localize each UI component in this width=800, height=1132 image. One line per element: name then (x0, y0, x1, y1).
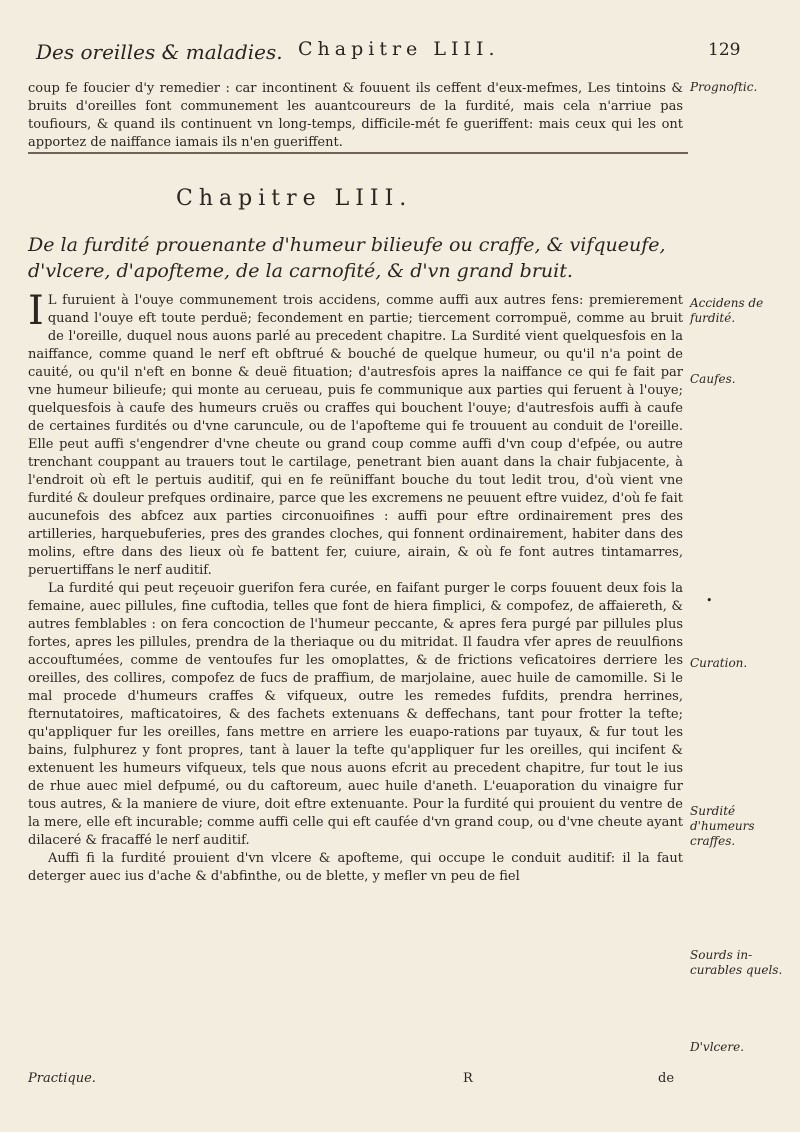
page-number: 129 (708, 40, 741, 60)
running-header (0, 38, 800, 78)
margin-note-prognostic: Prognoftic. (690, 80, 758, 94)
paragraph-1 (28, 288, 683, 580)
header-chapter: Chapitre LIII. (298, 38, 500, 60)
intro-paragraph: coup fe foucier d'y remedier : car incontinent & fouuent ils ceffent d'eux-mefmes, Les tintoins & bruits d'oreilles font communement les auantcoureurs de la furdité, mais cela n'arriue pas toufiours, & quand ils continuent vn long-temps, difficile-mét fe gueriffent: mais ceux qui les ont apportez de naiffance iamais ils n'en gueriffent. (28, 81, 683, 150)
paragraph-1-text: L furuient à l'ouye communement trois accidens, comme auffi aux autres fens: premierement quand l'ouye eft toute perduë; fecondement en partie; tiercement corrompuë, comme au bruit de l'oreille, duquel nous auons parlé au precedent chapitre. La Surdité vient quelquesfois en la naiffance, comme quand le nerf eft obftrué & bouché de quelque humeur, ou qu'il n'a point de cauité, ou qu'il n'eft en bonne & deuë fituation; d'autresfois apres la naiffance ce qui fe fait par vne humeur bilieufe; qui monte au cerueau, puis fe communique aux parties qui feruent à l'ouye; quelquesfois à caufe des humeurs cruës ou craffes qui bouchent l'ouye; d'autresfois auffi à caufe de certaines furdités ou d'vne caruncule, ou de l'apofteme qui fe trouuent au conduit de l'oreille. Elle peut auffi s'engendrer d'vne cheute ou grand coup comme auffi d'vn coup d'efpée, ou autre trenchant couppant au trauers tout le cartilage, penetrant bien auant dans la chair fubjacente, à l'endroit où eft le pertuis auditif, qui en fe reüniffant bouche du tout ledit trou, d'où vient vne furdité & douleur prefques ordinaire, parce que les excremens ne peuuent eftre vuidez, d'où fe fait aucunefois des abfcez aux parties circonuoifines : auffi pour eftre ordinairement pres des artilleries, harquebuferies, pres des grandes cloches, qui fonnent ordinairement, habiter dans des molins, eftre dans des lieux où fe battent fer, cuiure, airain, & où fe font autres tintamarres, peruertiffans le nerf auditif. (28, 293, 683, 578)
margin-mark: • (706, 594, 713, 607)
margin-note-ulcere: D'vlcere. (690, 1040, 745, 1054)
margin-note-surdite-humeurs: Surdité d'humeurs craffes. (690, 804, 755, 848)
margin-note-causes: Caufes. (690, 372, 736, 386)
signature-mark: R (463, 1071, 473, 1086)
paragraph-2: La furdité qui peut reçeuoir guerifon fera curée, en faifant purger le corps fouuent deux fois la femaine, auec pillules, fine cuftodia, telles que font de hiera fimplici, & compofez, de affaiereth, & autres femblables : on fera concoction de l'humeur peccante, & apres fera purgé par pillules plus fortes, apres les pillules, prendra de la theriaque ou du mitridat. Il faudra vfer apres de reuulfions accouftumées, comme de ventoufes fur les omoplattes, & de frictions veficatoires derriere les oreilles, des collires, compofez de fucs de praffium, de marjolaine, auec huile de camomille. Si le mal procede d'humeurs craffes & vifqueux, outre les remedes fufdits, prendra herrines, fternutatoires, mafticatoires, & des fachets extenuans & deffechans, tant pour frotter la tefte; qu'appliquer fur les oreilles, fans mettre en arriere les euapo-rations par tuyaux, & fur tout les bains, fulphurez y font propres, tant à lauer la tefte qu'appliquer fur les oreilles, qui incifent & extenuent les humeurs vifqueux, tels que nous auons efcrit au precedent chapitre, fur tout le ius de rhue auec miel defpumé, ou du caftoreum, auec huile d'aneth. L'euaporation du vinaigre fur tous autres, & la maniere de viure, doit eftre extenuante. Pour la furdité qui prouient du ventre de la mere, elle eft incurable; comme auffi celle qui eft caufée d'vn grand coup, ou d'vne cheute ayant dilaceré & fracaffé le nerf auditif. (28, 581, 683, 848)
chapter-body (28, 288, 683, 886)
header-title: Des oreilles & maladies. (36, 40, 283, 64)
footer-running-title: Practique. (28, 1071, 96, 1086)
margin-note-accidents: Accidens de furdité. (690, 296, 764, 325)
margin-note-sourds-incurables: Sourds in-curables quels. (690, 948, 783, 977)
chapter-title: Chapitre LIII. (176, 186, 413, 211)
drop-cap: I (28, 288, 44, 334)
chapter-subtitle: De la furdité prouenante d'humeur bilieufe ou craffe, & vifqueufe, d'vlcere, d'apofteme, de la carnofité, & d'vn grand bruit. (28, 234, 666, 282)
margin-note-curation: Curation. (690, 656, 748, 670)
section-divider (28, 152, 688, 154)
paragraph-3: Auffi fi la furdité prouient d'vn vlcere & apofteme, qui occupe le conduit auditif: il la faut deterger auec ius d'ache & d'abfinthe, ou de blette, y mefler vn peu de fiel (28, 851, 683, 884)
page-footer (28, 1071, 683, 1091)
catchword: de (658, 1071, 675, 1086)
